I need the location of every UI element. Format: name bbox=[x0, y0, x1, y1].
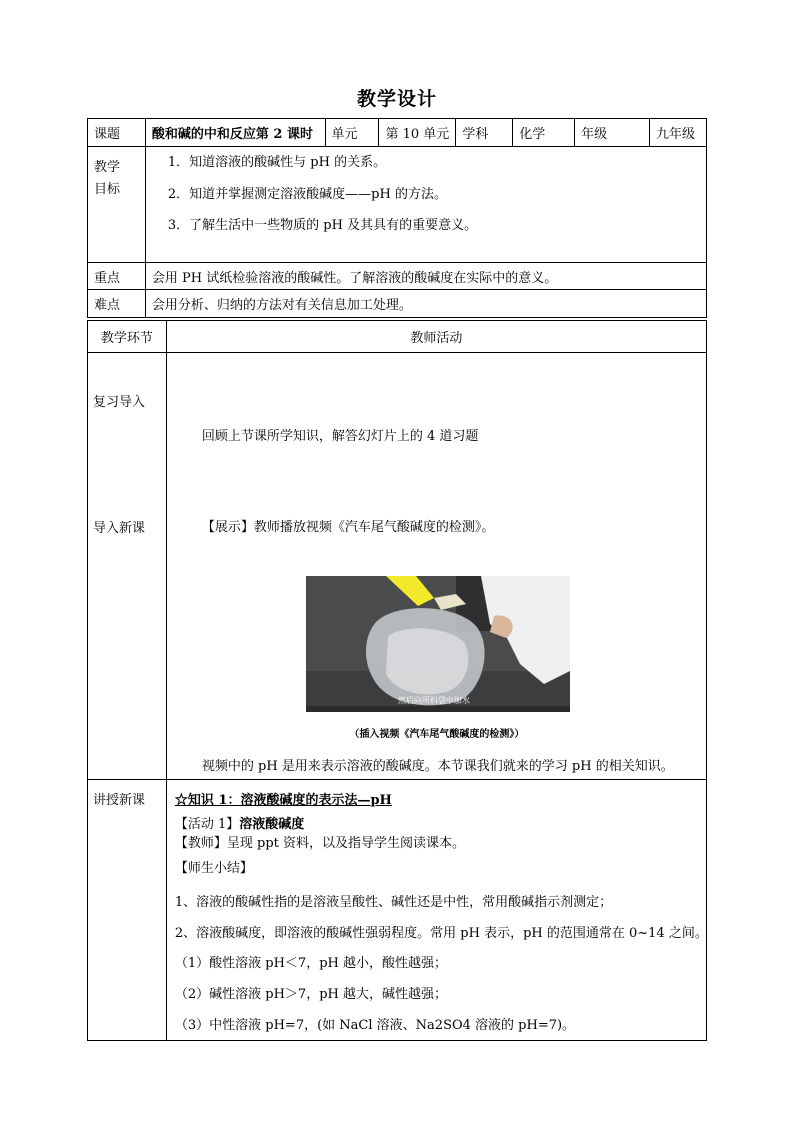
video-subtitle: 然后向所料袋中加水 bbox=[397, 696, 470, 705]
stage-review: 复习导入 bbox=[93, 395, 146, 410]
grade-label: 年级 bbox=[575, 119, 650, 147]
lesson-table bbox=[87, 320, 707, 1041]
objectives-label-line1: 教学 bbox=[94, 160, 121, 175]
activity-prefix: 【活动 1】 bbox=[174, 817, 240, 832]
activity-title: 溶液酸碱度 bbox=[239, 817, 305, 832]
review-text: 回顾上节课所学知识，解答幻灯片上的 4 道习题 bbox=[201, 429, 479, 444]
document-title: 教学设计 bbox=[356, 88, 437, 110]
difficulty-text: 会用分析、归纳的方法对有关信息加工处理。 bbox=[145, 290, 706, 318]
course-label: 课题 bbox=[88, 119, 146, 147]
summary-point: （1）酸性溶液 pH＜7，pH 越小，酸性越强； bbox=[174, 956, 447, 971]
video-frame-image bbox=[306, 576, 570, 712]
objective-item: 1．知道溶液的酸碱性与 pH 的关系。 bbox=[167, 155, 387, 170]
teacher-text: 【教师】呈现 ppt 资料，以及指导学生阅读课本。 bbox=[174, 836, 466, 851]
objectives-label bbox=[88, 147, 146, 263]
key-point-text: 会用 PH 试纸检验溶液的酸碱性。了解溶液的酸碱度在实际中的意义。 bbox=[145, 263, 706, 290]
knowledge-title: ☆知识 1：溶液酸碱度的表示法—pH bbox=[174, 793, 392, 808]
video-caption: （插入视频《汽车尾气酸碱度的检测》） bbox=[349, 729, 525, 740]
objective-item: 3．了解生活中一些物质的 pH 及其具有的重要意义。 bbox=[167, 218, 478, 233]
subject-value: 化学 bbox=[513, 119, 575, 147]
key-point-label: 重点 bbox=[88, 263, 146, 290]
video-thumbnail[interactable] bbox=[306, 576, 570, 712]
activity-header: 教师活动 bbox=[166, 321, 706, 353]
stage-header: 教学环节 bbox=[88, 321, 167, 353]
objectives-label-line2: 目标 bbox=[94, 182, 121, 197]
objective-item: 2．知道并掌握测定溶液酸碱度——pH 的方法。 bbox=[167, 187, 447, 202]
subject-label: 学科 bbox=[456, 119, 513, 147]
activity-heading bbox=[175, 813, 304, 832]
activity-cell-intro bbox=[166, 353, 706, 780]
intro-summary: 视频中的 pH 是用来表示溶液的酸碱度。本节课我们就来的学习 pH 的相关知识。 bbox=[201, 759, 674, 774]
summary-point: 1、溶液的酸碱性指的是溶液呈酸性、碱性还是中性，常用酸碱指示剂测定； bbox=[174, 895, 613, 910]
stage-cell-teaching bbox=[88, 780, 167, 1041]
unit-label: 单元 bbox=[325, 119, 379, 147]
objectives-list bbox=[145, 147, 706, 263]
summary-point: 2、溶液酸碱度，即溶液的酸碱性强弱程度。常用 pH 表示，pH 的范围通常在 0~14 之间。 bbox=[174, 926, 708, 941]
activity-cell-teaching bbox=[166, 780, 706, 1041]
stage-teaching: 讲授新课 bbox=[93, 793, 146, 808]
info-table bbox=[87, 118, 707, 318]
difficulty-label: 难点 bbox=[88, 290, 146, 318]
summary-point: （2）碱性溶液 pH＞7，pH 越大，碱性越强； bbox=[174, 987, 447, 1002]
course-value: 酸和碱的中和反应第 2 课时 bbox=[145, 119, 325, 147]
summary-label: 【师生小结】 bbox=[174, 861, 253, 876]
stage-new-lesson: 导入新课 bbox=[93, 521, 146, 536]
grade-value: 九年级 bbox=[650, 119, 707, 147]
summary-point: （3）中性溶液 pH=7，(如 NaCl 溶液、Na2SO4 溶液的 pH=7)。 bbox=[174, 1018, 576, 1033]
unit-value: 第 10 单元 bbox=[379, 119, 456, 147]
show-text: 【展示】教师播放视频《汽车尾气酸碱度的检测》。 bbox=[201, 520, 495, 535]
stage-cell-intro bbox=[88, 353, 167, 780]
